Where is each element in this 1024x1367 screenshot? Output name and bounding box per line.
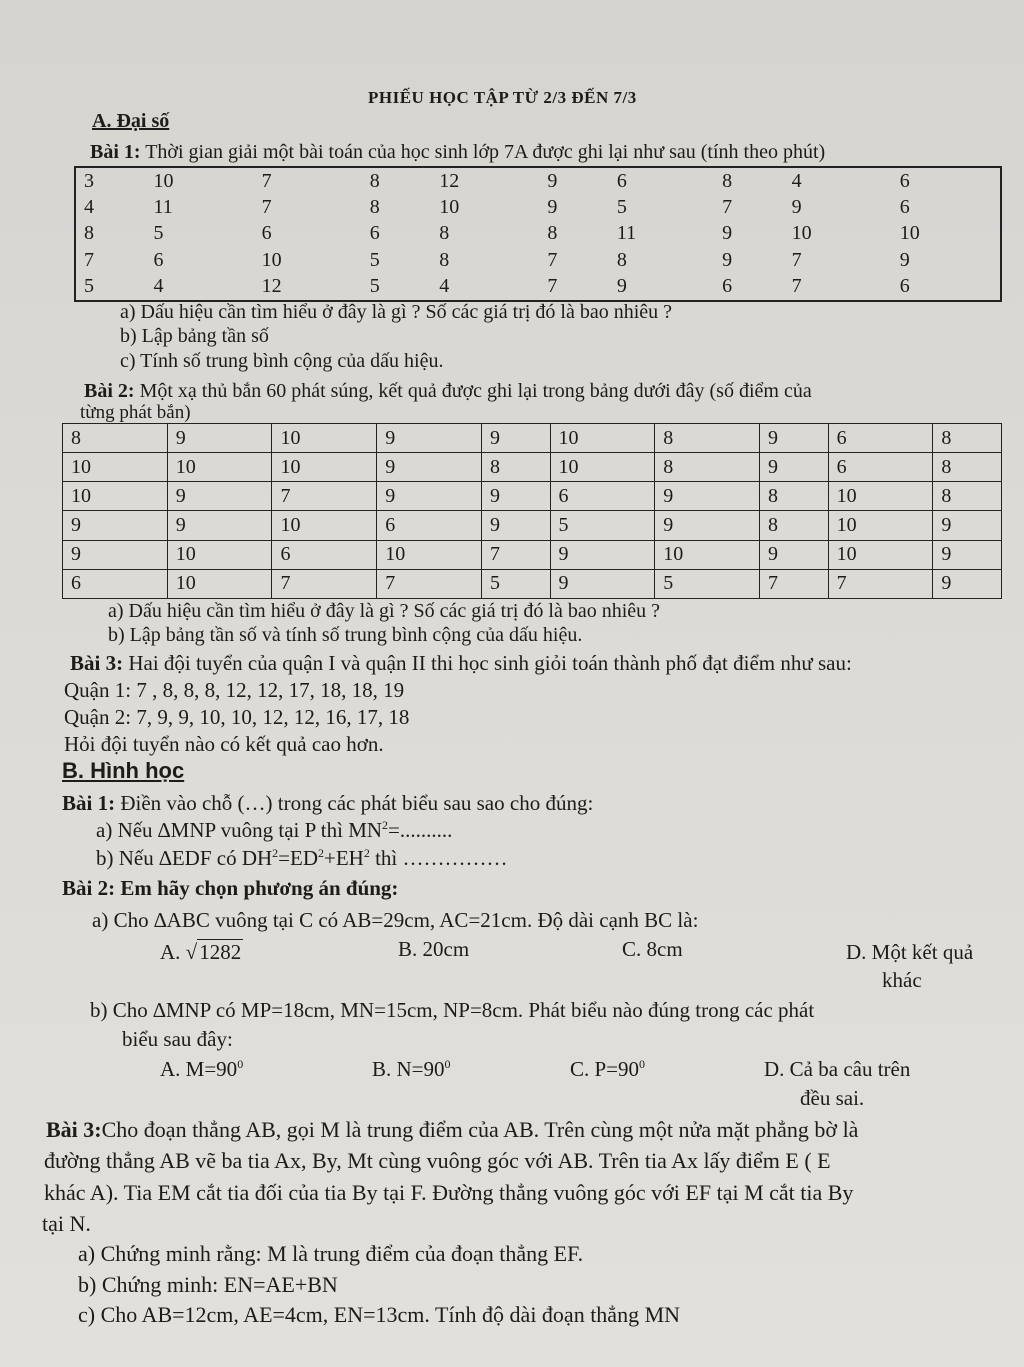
table-cell: 6 xyxy=(377,511,482,540)
table-cell: 8 xyxy=(933,424,1002,453)
b-bai3-question-b: b) Chứng minh: EN=AE+BN xyxy=(78,1272,338,1297)
b-bai2-a-option-b: B. 20cm xyxy=(398,937,470,961)
table-cell: 10 xyxy=(63,453,168,482)
a-bai2-prompt: Bài 2: Một xạ thủ bắn 60 phát súng, kết quả được ghi lại trong bảng dưới đây (số điểm của xyxy=(84,380,812,402)
table-cell: 8 xyxy=(84,222,94,245)
a-bai1-table-frame xyxy=(74,166,1002,302)
b-bai2-a-option-c: C. 8cm xyxy=(622,937,683,961)
b-bai2-question-a: a) Cho ∆ABC vuông tại C có AB=29cm, AC=21cm. Độ dài cạnh BC là: xyxy=(92,908,699,932)
table-cell: 9 xyxy=(377,482,482,511)
table-cell: 4 xyxy=(153,275,164,298)
table-cell: 9 xyxy=(167,482,272,511)
table-cell: 8 xyxy=(722,169,733,192)
table-cell: 10 xyxy=(272,511,377,540)
b-bai2-a-option-d: D. Một kết quả xyxy=(846,940,974,964)
a-bai1-table xyxy=(76,168,1000,300)
table-cell: 5 xyxy=(369,275,380,298)
table-cell: 10 xyxy=(550,424,655,453)
a-bai1-prompt: Bài 1: Thời gian giải một bài toán của học sinh lớp 7A được ghi lại như sau (tính theo phút) xyxy=(90,141,826,163)
table-cell: 9 xyxy=(63,540,168,569)
table-cell: 6 xyxy=(369,222,380,245)
table-cell: 10 xyxy=(899,222,920,245)
table-row xyxy=(76,168,1000,194)
table-cell: 3 xyxy=(84,169,94,192)
table-cell: 9 xyxy=(899,248,910,271)
a-bai1-question-a: a) Dấu hiệu cần tìm hiểu ở đây là gì ? Số các giá trị đó là bao nhiêu ? xyxy=(120,301,673,323)
table-cell: 9 xyxy=(377,453,482,482)
b-bai2-b-option-d: D. Cả ba câu trên xyxy=(764,1057,911,1081)
a-bai1-question-b: b) Lập bảng tần số xyxy=(120,325,269,347)
table-cell: 9 xyxy=(760,424,829,453)
table-cell: 8 xyxy=(369,169,380,192)
table-cell: 10 xyxy=(828,540,933,569)
table-cell: 7 xyxy=(261,169,272,192)
b-bai3-line3: khác A). Tia EM cắt tia đối của tia By tại F. Đường thẳng vuông góc với EF tại M cắt tia By xyxy=(44,1180,854,1205)
table-cell: 4 xyxy=(791,169,802,192)
b-bai1-question-a: a) Nếu ∆MNP vuông tại P thì $MN^2=$.......... xyxy=(96,818,453,842)
table-cell: 5 xyxy=(550,511,655,540)
b-bai2-prompt: Bài 2: Em hãy chọn phương án đúng: xyxy=(62,876,399,900)
table-cell: 6 xyxy=(63,569,168,598)
b-bai2-b-option-a: A. $M=90^0$ xyxy=(160,1057,244,1081)
table-cell: 7 xyxy=(481,540,550,569)
table-cell: 10 xyxy=(791,222,812,245)
table-cell: 6 xyxy=(616,169,627,192)
table-row xyxy=(63,511,1002,540)
table-cell: 7 xyxy=(791,248,802,271)
table-cell: 6 xyxy=(899,169,910,192)
table-cell: 5 xyxy=(655,569,760,598)
a-bai2-question-b: b) Lập bảng tần số và tính số trung bình cộng của dấu hiệu. xyxy=(108,624,583,646)
table-cell: 7 xyxy=(272,569,377,598)
table-cell: 8 xyxy=(933,453,1002,482)
table-cell: 6 xyxy=(899,275,910,298)
table-cell: 9 xyxy=(167,511,272,540)
b-bai2-a-option-d-cont: khác xyxy=(882,968,922,992)
table-cell: 8 xyxy=(63,424,168,453)
table-cell: 7 xyxy=(547,248,558,271)
table-cell: 6 xyxy=(272,540,377,569)
table-cell: 6 xyxy=(828,453,933,482)
table-cell: 7 xyxy=(377,569,482,598)
table-cell: 5 xyxy=(616,196,627,219)
table-row xyxy=(63,482,1002,511)
table-cell: 9 xyxy=(933,511,1002,540)
table-cell: 8 xyxy=(481,453,550,482)
table-cell: 10 xyxy=(655,540,760,569)
table-cell: 7 xyxy=(272,482,377,511)
b-bai1-question-b: b) Nếu ∆EDF có $DH^2=ED^2+EH^2$ thì …………… xyxy=(96,846,508,870)
table-cell: 9 xyxy=(616,275,627,298)
table-cell: 8 xyxy=(616,248,627,271)
table-cell: 10 xyxy=(439,196,460,219)
table-cell: 8 xyxy=(760,482,829,511)
table-cell: 9 xyxy=(933,540,1002,569)
table-cell: 6 xyxy=(828,424,933,453)
b-bai2-b-option-d-cont: đều sai. xyxy=(800,1086,865,1110)
a-bai2-prompt-cont: từng phát bắn) xyxy=(80,402,191,423)
table-cell: 6 xyxy=(153,248,164,271)
page-title: PHIẾU HỌC TẬP TỪ 2/3 ĐẾN 7/3 xyxy=(368,88,637,107)
table-cell: 5 xyxy=(481,569,550,598)
sqrt-icon: √ xyxy=(185,940,198,964)
table-cell: 9 xyxy=(481,424,550,453)
section-a-heading: A. Đại số xyxy=(92,110,170,132)
b-bai3-question-a: a) Chứng minh rằng: M là trung điểm của đoạn thẳng EF. xyxy=(78,1241,584,1266)
b-bai2-b-option-c: C. $P=90^0$ xyxy=(570,1057,646,1081)
table-row xyxy=(63,453,1002,482)
table-cell: 10 xyxy=(63,482,168,511)
table-cell: 9 xyxy=(933,569,1002,598)
a-bai3-prompt: Bài 3: Hai đội tuyển của quận I và quận II thi học sinh giỏi toán thành phố đạt điểm như sau: xyxy=(70,651,852,675)
table-cell: 4 xyxy=(84,196,94,219)
table-cell: 6 xyxy=(550,482,655,511)
table-cell: 7 xyxy=(722,196,733,219)
table-cell: 10 xyxy=(828,482,933,511)
table-cell: 8 xyxy=(369,196,380,219)
table-cell: 9 xyxy=(655,482,760,511)
table-cell: 12 xyxy=(439,169,460,192)
table-cell: 9 xyxy=(63,511,168,540)
table-cell: 9 xyxy=(481,482,550,511)
table-cell: 9 xyxy=(481,511,550,540)
table-cell: 9 xyxy=(722,222,733,245)
b-bai3-line1: Bài 3:Cho đoạn thẳng AB, gọi M là trung điểm của AB. Trên cùng một nửa mặt phẳng bờ là xyxy=(46,1117,859,1142)
table-row xyxy=(63,569,1002,598)
table-cell: 10 xyxy=(167,453,272,482)
table-cell: 9 xyxy=(547,169,558,192)
table-cell: 11 xyxy=(153,196,173,219)
table-cell: 10 xyxy=(272,453,377,482)
table-cell: 4 xyxy=(439,275,450,298)
table-cell: 9 xyxy=(550,540,655,569)
table-row xyxy=(76,247,1000,273)
table-cell: 8 xyxy=(760,511,829,540)
table-cell: 9 xyxy=(760,453,829,482)
table-cell: 10 xyxy=(272,424,377,453)
table-cell: 9 xyxy=(167,424,272,453)
table-cell: 7 xyxy=(828,569,933,598)
table-cell: 8 xyxy=(933,482,1002,511)
table-row xyxy=(76,194,1000,220)
table-row xyxy=(63,424,1002,453)
table-cell: 8 xyxy=(655,424,760,453)
table-cell: 5 xyxy=(369,248,380,271)
table-cell: 8 xyxy=(439,248,450,271)
b-bai2-question-b-cont: biểu sau đây: xyxy=(122,1027,233,1051)
table-cell: 10 xyxy=(550,453,655,482)
table-cell: 6 xyxy=(899,196,910,219)
table-cell: 11 xyxy=(616,222,637,245)
b-bai3-line2: đường thẳng AB vẽ ba tia Ax, By, Mt cùng vuông góc với AB. Trên tia Ax lấy điểm E ( E xyxy=(44,1148,831,1173)
a-bai3-district2: Quận 2: 7, 9, 9, 10, 10, 12, 12, 16, 17, 18 xyxy=(64,705,410,729)
table-cell: 8 xyxy=(439,222,450,245)
table-cell: 7 xyxy=(791,275,802,298)
table-cell: 8 xyxy=(547,222,558,245)
table-cell: 9 xyxy=(377,424,482,453)
a-bai2-table xyxy=(62,423,1002,599)
table-cell: 8 xyxy=(655,453,760,482)
table-cell: 7 xyxy=(547,275,558,298)
table-cell: 9 xyxy=(760,540,829,569)
table-cell: 7 xyxy=(760,569,829,598)
table-row xyxy=(76,221,1000,247)
table-cell: 6 xyxy=(261,222,272,245)
a-bai2-question-a: a) Dấu hiệu cần tìm hiểu ở đây là gì ? Số các giá trị đó là bao nhiêu ? xyxy=(108,600,661,622)
b-bai3-question-c: c) Cho AB=12cm, AE=4cm, EN=13cm. Tính độ dài đoạn thẳng MN xyxy=(78,1302,681,1327)
a-bai3-question: Hỏi đội tuyển nào có kết quả cao hơn. xyxy=(64,732,384,756)
table-cell: 5 xyxy=(153,222,164,245)
a-bai1-question-c: c) Tính số trung bình cộng của dấu hiệu. xyxy=(120,350,444,372)
b-bai1-prompt: Bài 1: Điền vào chỗ (…) trong các phát biểu sau sao cho đúng: xyxy=(62,791,594,815)
b-bai2-question-b: b) Cho ∆MNP có MP=18cm, MN=15cm, NP=8cm. Phát biểu nào đúng trong các phát xyxy=(90,998,815,1022)
table-cell: 7 xyxy=(84,248,94,271)
b-bai2-b-option-b: B. $N=90^0$ xyxy=(372,1057,451,1081)
section-b-heading: B. Hình học xyxy=(62,758,185,783)
table-cell: 10 xyxy=(828,511,933,540)
b-bai2-a-option-a: A. √1282 xyxy=(160,940,242,964)
table-row xyxy=(63,540,1002,569)
table-cell: 5 xyxy=(84,275,94,298)
b-bai3-line4: tại N. xyxy=(42,1211,91,1236)
table-cell: 10 xyxy=(167,569,272,598)
table-cell: 10 xyxy=(261,248,282,271)
table-cell: 10 xyxy=(167,540,272,569)
table-cell: 9 xyxy=(655,511,760,540)
table-cell: 10 xyxy=(153,169,174,192)
table-row xyxy=(76,274,1000,300)
table-cell: 9 xyxy=(550,569,655,598)
table-cell: 6 xyxy=(722,275,733,298)
table-cell: 9 xyxy=(722,248,733,271)
table-cell: 9 xyxy=(547,196,558,219)
table-cell: 10 xyxy=(377,540,482,569)
table-cell: 9 xyxy=(791,196,802,219)
table-cell: 12 xyxy=(261,275,282,298)
a-bai3-district1: Quận 1: 7 , 8, 8, 8, 12, 12, 17, 18, 18, 19 xyxy=(64,678,405,702)
table-cell: 7 xyxy=(261,196,272,219)
